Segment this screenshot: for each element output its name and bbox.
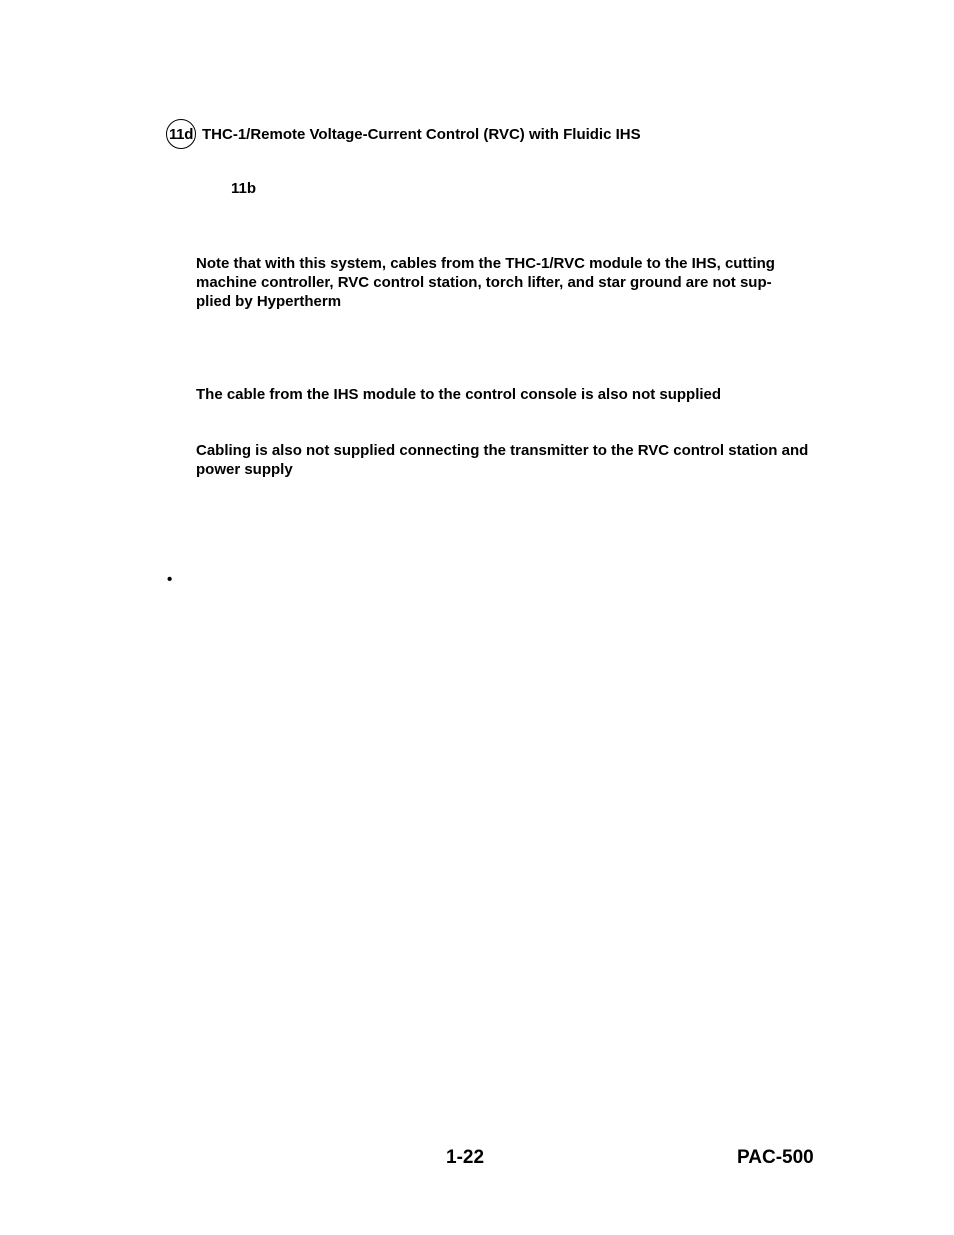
note-paragraph-cables: Note that with this system, cables from the THC-1/RVC module to the IHS, cutting machine controller, RVC control station, torch lifter, and star ground are not sup- plied by Hypertherm [196,255,775,310]
figure-reference: 11b [231,180,257,197]
note-paragraph-transmitter-cabling: Cabling is also not supplied connecting the transmitter to the RVC control station and power supply [196,442,809,478]
section-heading [166,118,641,150]
page-number: 1-22 [446,1147,485,1168]
section-number-badge: 11d [166,119,196,149]
list-bullet: • [167,571,173,588]
document-id: PAC-500 [737,1147,814,1168]
note-paragraph-ihs-cable: The cable from the IHS module to the control console is also not supplied [196,386,722,403]
section-title: THC-1/Remote Voltage-Current Control (RVC) with Fluidic IHS [202,125,641,143]
